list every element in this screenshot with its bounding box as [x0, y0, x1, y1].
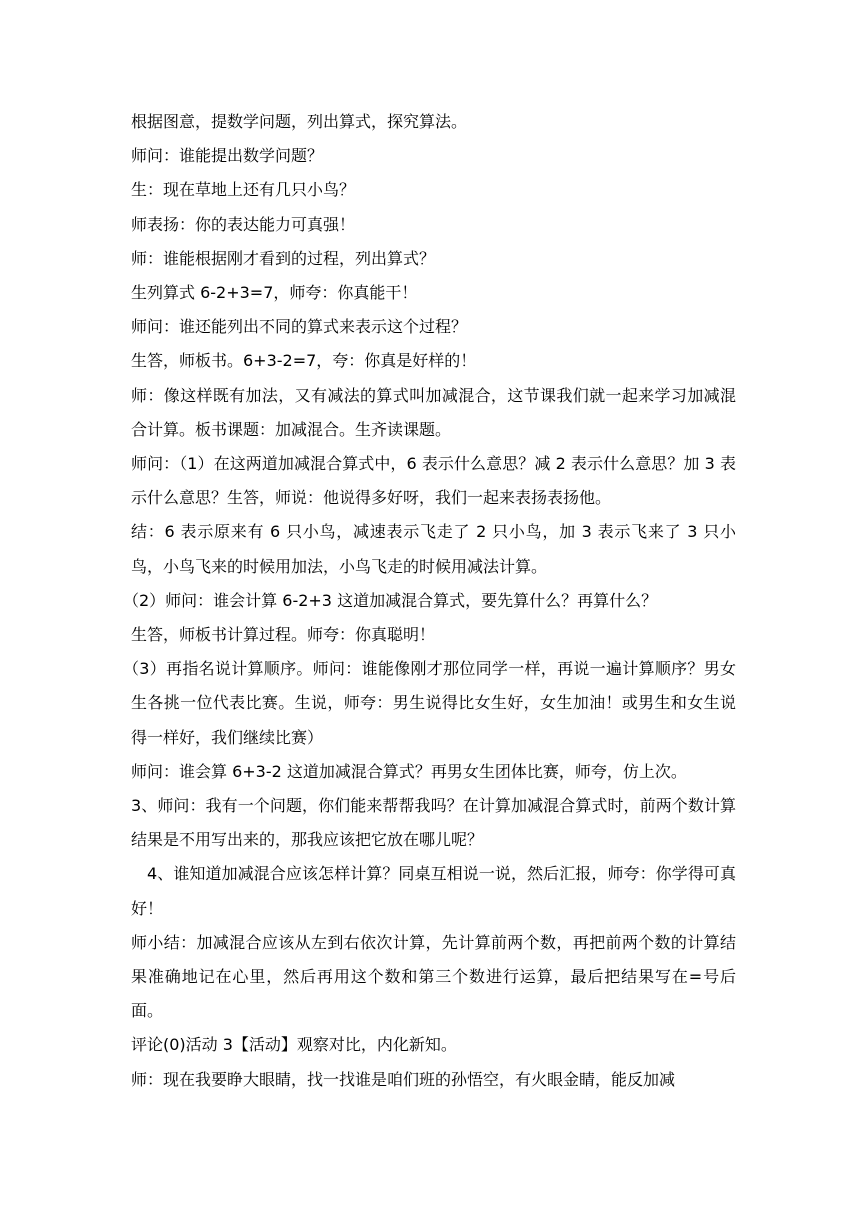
paragraph: 3、师问：我有一个问题，你们能来帮帮我吗？在计算加减混合算式时，前两个数计算结果是不用写出来的，那我应该把它放在哪儿呢？: [131, 796, 736, 850]
paragraph: 生列算式 6-2+3=7，师夸：你真能干！: [131, 283, 418, 303]
paragraph: 生：现在草地上还有几只小鸟？: [131, 180, 356, 200]
paragraph: 师问：谁会算 6+3-2 这道加减混合算式？再男女生团体比赛，师夸，仿上次。: [131, 761, 687, 781]
paragraph: 4、谁知道加减混合应该怎样计算？同桌互相说一说，然后汇报，师夸：你学得可真好！: [131, 864, 736, 918]
paragraph: （3）再指名说计算顺序。师问：谁能像刚才那位同学一样，再说一遍计算顺序？男女生各挑一位代表比赛。生说，师夸：男生说得比女生好，女生加油！或男生和女生说得一样好，我们继续比赛）: [123, 659, 736, 747]
paragraph: 生答，师板书。6+3-2=7，夸：你真是好样的！: [131, 351, 477, 371]
paragraph: 评论(0)活动 3【活动】观察对比，内化新知。: [131, 1035, 457, 1055]
paragraph: 师问：（1）在这两道加减混合算式中，6 表示什么意思？减 2 表示什么意思？加 3 表示什么意思？生答，师说：他说得多好呀，我们一起来表扬表扬他。: [131, 454, 736, 508]
paragraph: 师：谁能根据刚才看到的过程，列出算式？: [131, 248, 436, 268]
paragraph: 师问：谁能提出数学问题？: [131, 146, 324, 166]
paragraph: 师小结：加减混合应该从左到右依次计算，先计算前两个数，再把前两个数的计算结果准确地记在心里，然后再用这个数和第三个数进行运算，最后把结果写在=号后面。: [131, 932, 736, 1021]
paragraph: 生答，师板书计算过程。师夸：你真聪明！: [131, 625, 436, 645]
paragraph: 师：像这样既有加法，又有减法的算式叫加减混合，这节课我们就一起来学习加减混合计算。板书课题：加减混合。生齐读课题。: [131, 385, 736, 439]
paragraph: 结：6 表示原来有 6 只小鸟，减速表示飞走了 2 只小鸟，加 3 表示飞来了 3 只小鸟，小鸟飞来的时候用加法，小鸟飞走的时候用减法计算。: [131, 522, 736, 576]
paragraph: 师问：谁还能列出不同的算式来表示这个过程？: [131, 317, 468, 337]
paragraph: （2）师问：谁会计算 6-2+3 这道加减混合算式，要先算什么？再算什么？: [123, 590, 658, 610]
paragraph: 根据图意，提数学问题，列出算式，探究算法。: [131, 112, 468, 131]
paragraph: 师表扬：你的表达能力可真强！: [131, 214, 356, 234]
document-body: [123, 105, 736, 1097]
paragraph: 师：现在我要睁大眼睛，找一找谁是咱们班的孙悟空，有火眼金睛，能反加减: [131, 1069, 676, 1089]
